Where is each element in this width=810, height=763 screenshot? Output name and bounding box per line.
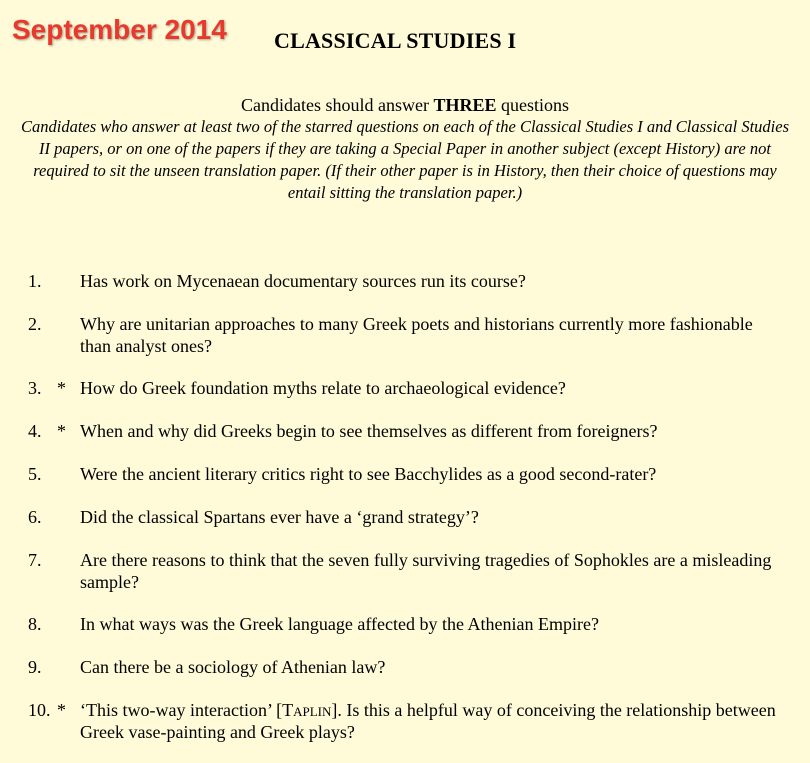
- question-text: [80, 699, 780, 743]
- citation-author: Taplin: [282, 700, 332, 720]
- question-4: [0, 420, 810, 442]
- question-5: [0, 463, 810, 485]
- question-text: Are there reasons to think that the seven fully surviving tragedies of Sophokles are a misleading sample?: [80, 550, 772, 592]
- question-7: [0, 549, 810, 593]
- question-9: [0, 656, 810, 678]
- question-text: Can there be a sociology of Athenian law?: [80, 657, 386, 677]
- question-text: Were the ancient literary critics right to see Bacchylides as a good second-rater?: [80, 464, 657, 484]
- question-1: [0, 270, 810, 292]
- question-10: [0, 699, 810, 743]
- instructions-main-suffix: questions: [496, 95, 569, 115]
- question-number: 7.: [28, 550, 42, 570]
- question-number: 8.: [28, 614, 42, 634]
- instructions-main-prefix: Candidates should answer: [240, 95, 434, 115]
- question-text-before: ‘This two-way interaction’ [: [80, 700, 283, 720]
- question-text: In what ways was the Greek language affected by the Athenian Empire?: [80, 614, 599, 634]
- question-star: *: [57, 700, 66, 720]
- question-number: 5.: [28, 464, 42, 484]
- question-text: How do Greek foundation myths relate to archaeological evidence?: [80, 378, 566, 398]
- question-number: 6.: [28, 507, 42, 527]
- question-star: *: [57, 421, 66, 441]
- question-text: When and why did Greeks begin to see themselves as different from foreigners?: [80, 421, 658, 441]
- question-text: Did the classical Spartans ever have a ‘grand strategy’?: [80, 507, 479, 527]
- instructions: [20, 94, 790, 204]
- question-text-after: ]. Is this a helpful way of conceiving the relationship between Greek vase-painting and Greek plays?: [80, 700, 776, 742]
- question-number: 10.: [28, 700, 51, 720]
- question-number: 3.: [28, 378, 42, 398]
- question-star: *: [57, 378, 66, 398]
- question-number: 9.: [28, 657, 42, 677]
- paper-title: CLASSICAL STUDIES I: [274, 28, 517, 53]
- question-6: [0, 506, 810, 528]
- question-number: 1.: [28, 271, 42, 291]
- question-text: Has work on Mycenaean documentary sources run its course?: [80, 271, 526, 291]
- question-text: Why are unitarian approaches to many Greek poets and historians currently more fashionable than analyst ones?: [80, 314, 753, 356]
- question-8: [0, 613, 810, 635]
- question-number: 2.: [28, 314, 42, 334]
- question-list: [0, 270, 810, 763]
- question-3: [0, 377, 810, 399]
- question-2: [0, 313, 810, 357]
- instructions-note: Candidates who answer at least two of the starred questions on each of the Classical Studies I and Classical Studies II papers, or on one of the papers if they are taking a Special Paper in another subject (except History) are not required to sit the unseen translation paper. (If their other paper is in History, then their choice of questions may entail sitting the translation paper.): [21, 117, 789, 202]
- instructions-main-emphasis: THREE: [433, 95, 497, 115]
- date-stamp: September 2014: [12, 14, 227, 45]
- question-number: 4.: [28, 421, 42, 441]
- instructions-main: [20, 94, 790, 116]
